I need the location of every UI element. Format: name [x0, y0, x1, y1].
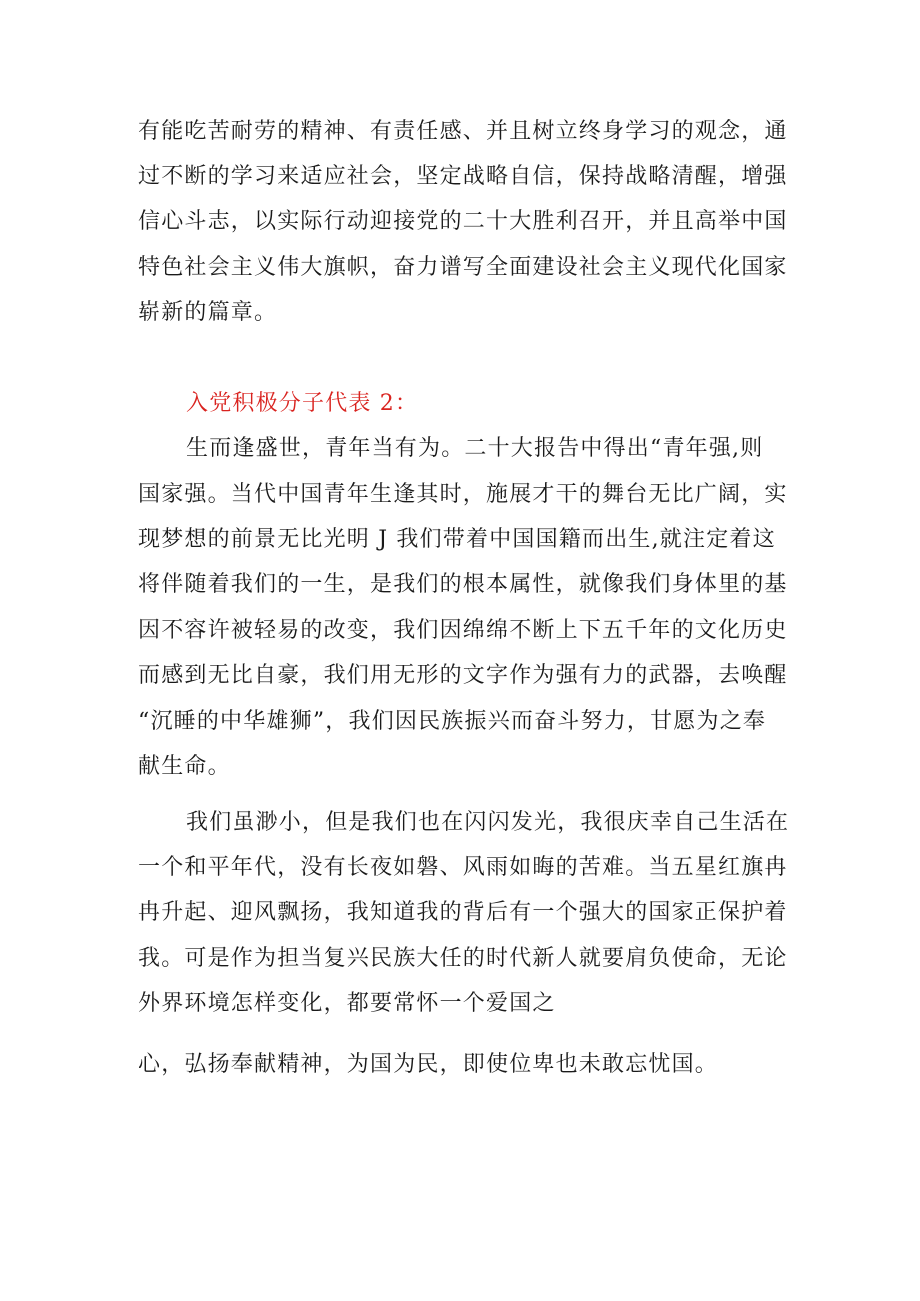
paragraph-3-line-2: 一个和平年代，没有长夜如磐、风雨如晦的苦难。当五星红旗冉	[138, 855, 788, 880]
paragraph-1-line-4: 特色社会主义伟大旗帜，奋力谱写全面建设社会主义现代化国家	[138, 255, 788, 280]
paragraph-3-line-1: 我们虽渺小，但是我们也在闪闪发光，我很庆幸自己生活在	[186, 810, 790, 835]
paragraph-2-line-7: “沉睡的中华雄狮”，我们因民族振兴而奋斗努力，甘愿为之奉	[138, 709, 767, 734]
paragraph-1-line-5: 崭新的篇章。	[138, 300, 278, 325]
paragraph-1-line-1: 有能吃苦耐劳的精神、有责任感、并且树立终身学习的观念，通	[138, 119, 788, 144]
paragraph-2-line-2: 国家强。当代中国青年生逢其时，施展才干的舞台无比广阔，实	[138, 482, 788, 507]
paragraph-1-line-3: 信心斗志，以实际行动迎接党的二十大胜利召开，并且高举中国	[138, 209, 788, 234]
paragraph-3-line-3: 冉升起、迎风飘扬，我知道我的背后有一个强大的国家正保护着	[138, 900, 788, 925]
section-heading: 入党积极分子代表 2：	[186, 391, 419, 416]
paragraph-2-line-5: 因不容许被轻易的改变，我们因绵绵不断上下五千年的文化历史	[138, 618, 788, 643]
paragraph-3-line-4: 我。可是作为担当复兴民族大任的时代新人就要肩负使命，无论	[138, 946, 788, 971]
paragraph-2-line-4: 将伴随着我们的一生，是我们的根本属性，就像我们身体里的基	[138, 572, 788, 597]
paragraph-2-line-8: 献生命。	[138, 754, 231, 779]
paragraph-1-line-2: 过不断的学习来适应社会，坚定战略自信，保持战略清醒，增强	[138, 164, 788, 189]
paragraph-2-line-3: 现梦想的前景无比光明 J 我们带着中国国籍而出生,就注定着这	[138, 527, 776, 552]
paragraph-3-line-5: 外界环境怎样变化，都要常怀一个爱国之	[138, 991, 556, 1016]
paragraph-2-line-6: 而感到无比自豪，我们用无形的文字作为强有力的武器，去唤醒	[138, 663, 788, 688]
paragraph-4-line-1: 心，弘扬奉献精神，为国为民，即使位卑也未敢忘忧国。	[138, 1052, 719, 1077]
paragraph-2-line-1: 生而逢盛世，青年当有为。二十大报告中得出“青年强,则	[186, 436, 764, 461]
